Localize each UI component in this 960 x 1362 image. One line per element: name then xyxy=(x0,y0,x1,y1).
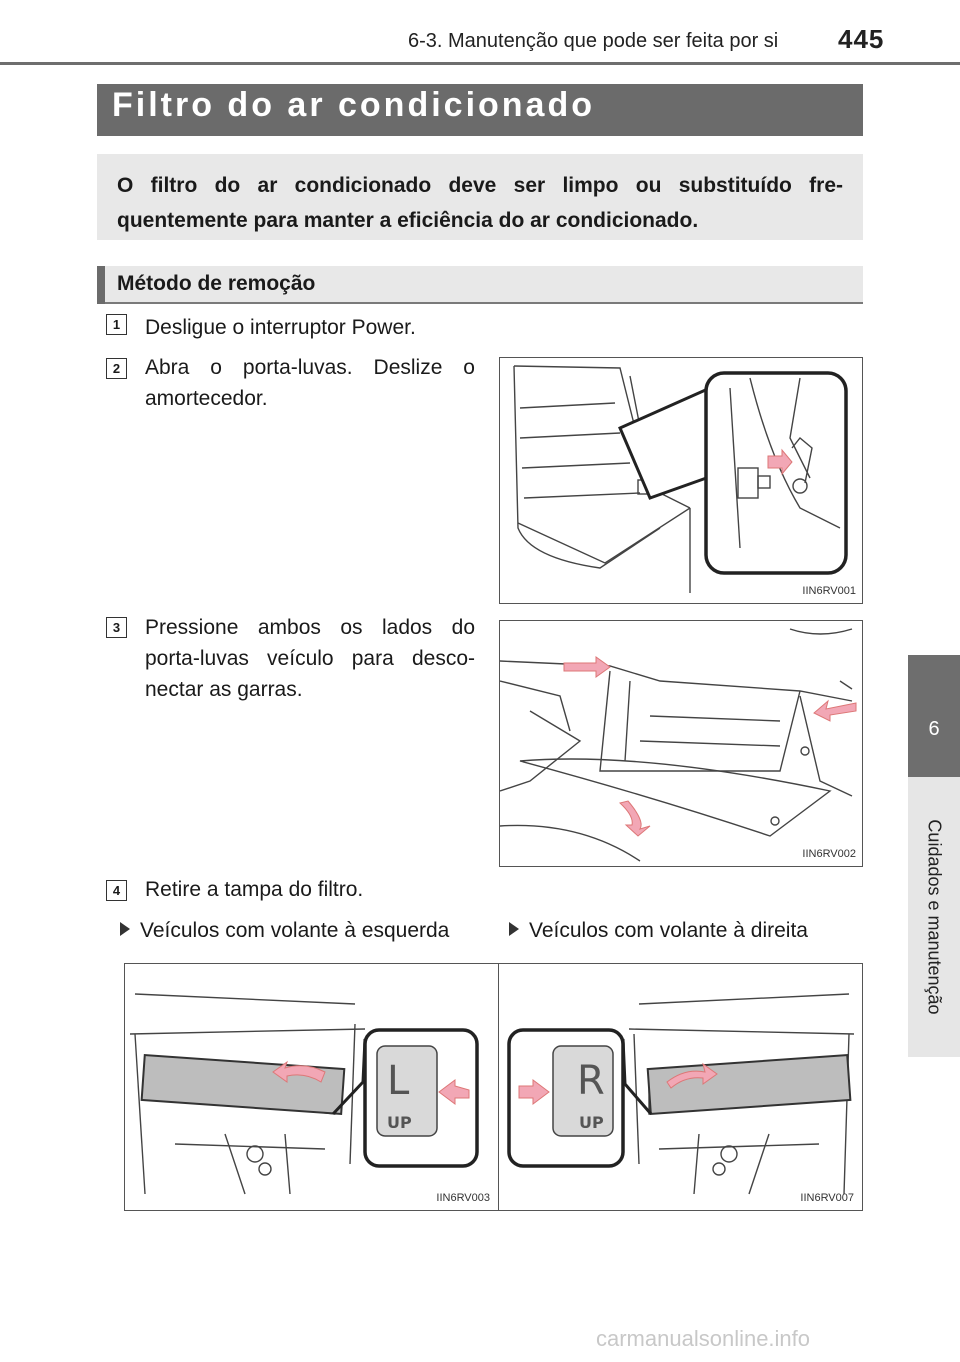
page-title: Filtro do ar condicionado xyxy=(112,86,595,124)
chapter-number: 6 xyxy=(928,718,940,740)
chapter-title: Cuidados e manutenção xyxy=(924,819,945,1015)
variant-label-left xyxy=(120,919,449,943)
filter-cover-left-illustration xyxy=(125,964,498,1210)
glovebox-claws-illustration xyxy=(500,621,862,866)
filter-cover-right-illustration xyxy=(499,964,862,1210)
figure-code: IIN6RV007 xyxy=(800,1192,854,1204)
filter-cover-right-figure xyxy=(498,963,863,1211)
figure-code: IIN6RV002 xyxy=(802,848,856,860)
subheading-bar xyxy=(97,266,105,304)
variant-label-text: Veículos com volante à esquerda xyxy=(140,919,450,942)
variant-label-text: Veículos com volante à direita xyxy=(529,919,808,942)
step-text: Abra o porta-luvas. Deslize o amortecedor. xyxy=(145,356,475,410)
step-number: 4 xyxy=(106,880,127,901)
watermark: carmanualsonline.info xyxy=(596,1326,811,1351)
bullet-triangle-icon xyxy=(509,922,519,936)
step-number: 3 xyxy=(106,617,127,638)
page-number: 445 xyxy=(838,24,885,54)
bullet-triangle-icon xyxy=(120,922,130,936)
filter-cover-left-figure xyxy=(124,963,499,1211)
step-text: Pressione ambos os lados do porta-luvas veículo para desco-nectar as garras. xyxy=(145,616,475,701)
glovebox-damper-figure xyxy=(499,357,863,604)
figure-code: IIN6RV003 xyxy=(436,1192,490,1204)
intro-text: O filtro do ar condicionado deve ser limpo ou substituído fre-quentemente para manter a eficiência do ar condicionado. xyxy=(117,174,843,232)
header-section-title: 6-3. Manutenção que pode ser feita por si xyxy=(408,30,779,52)
variant-label-right xyxy=(509,919,808,943)
left-badge-letter: L xyxy=(387,1058,410,1104)
right-badge-letter: R xyxy=(577,1058,605,1104)
header-rule xyxy=(0,62,960,65)
step-text: Desligue o interruptor Power. xyxy=(145,316,416,339)
subheading: Método de remoção xyxy=(117,272,316,295)
step-text: Retire a tampa do filtro. xyxy=(145,878,364,901)
right-badge-sub: UP xyxy=(579,1113,604,1132)
left-badge-sub: UP xyxy=(387,1113,412,1132)
step-number: 1 xyxy=(106,314,127,335)
step-number: 2 xyxy=(106,358,127,379)
figure-code: IIN6RV001 xyxy=(802,585,856,597)
glovebox-claws-figure xyxy=(499,620,863,867)
chapter-tab xyxy=(908,655,960,777)
glovebox-damper-illustration xyxy=(500,358,862,603)
